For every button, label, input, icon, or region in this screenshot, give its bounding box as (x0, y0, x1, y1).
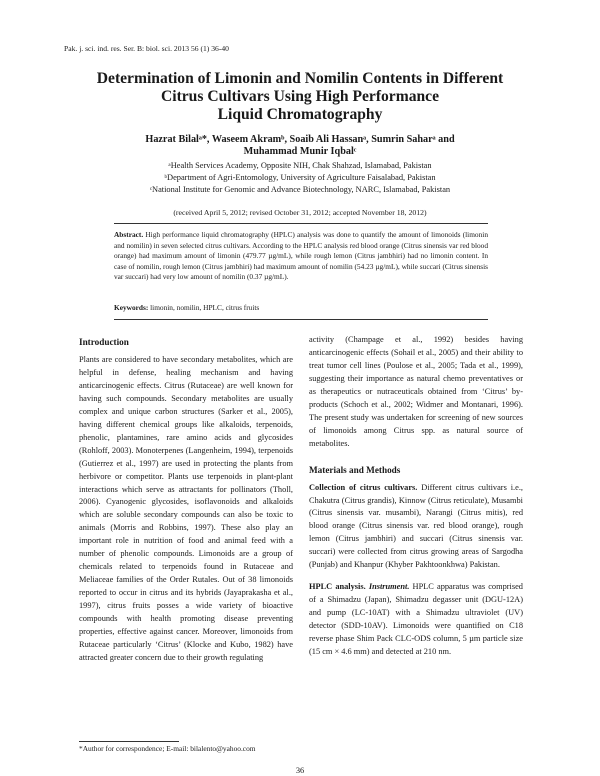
methods-paragraph-2 (309, 581, 523, 659)
correspondence-footnote: *Author for correspondence; E-mail: bilalento@yahoo.com (79, 744, 256, 753)
abstract-top-rule (114, 223, 488, 224)
abstract-bottom-rule (114, 319, 488, 320)
authors-line-2: Muhammad Munir Iqbalᶜ (243, 146, 357, 158)
authors-line-1: Hazrat Bilalᵃ*, Waseem Akramᵇ, Soaib Ali Hassanᵃ, Sumrin Saharᵃ and (145, 134, 455, 145)
abstract (114, 230, 488, 283)
collection-label: Collection of citrus cultivars. (309, 482, 418, 492)
abstract-text: High performance liquid chromatography (HPLC) analysis was done to quantify the amount of limonoids (limonin and nomilin) in seven selected citrus cultivars. According to the HPLC analysis red blood orange (Citrus sinensis var red blood orange) had maximum amount of limonin (479.77 µg/mL), while rough lemon (Citrus jambhiri) had no limonin content. In case of nomilin, rough lemon (Citrus jambhiri) had maximum amount of nomilin (54.23 µg/mL), while succari (Citrus sinensis var succari) had very low amount of nomilin (0.37 µg/mL). (114, 230, 488, 282)
affiliation-b: ᵇDepartment of Agri-Entomology, University of Agriculture Faisalabad, Pakistan (164, 173, 436, 182)
affiliations (60, 160, 540, 196)
instrument-label: Instrument. (368, 582, 410, 592)
keywords (114, 303, 488, 312)
title-line-3: Liquid Chromatography (217, 106, 383, 123)
methods-paragraph-1 (309, 482, 523, 573)
methods-heading: Materials and Methods (309, 464, 401, 475)
title-line-1: Determination of Limonin and Nomilin Contents in Different (96, 70, 504, 87)
introduction-paragraph-2: activity (Champage et al., 1992) besides having anticarcinogenic effects (Sohail et al., 2005) and their ability to treat tumor cell lines (Poulose et al., 2005; Tada et al., 1999), suggesting their importance as natural chemo preventatives or as therapeutics or nutraceuticals obtained from ‘Citrus’ by-products (Schoch et al., 2002; Widmer and Montanari, 1996). The present study was undertaken for screening of new sources of limonoids among Citrus spp. as natural source of metabolites. (309, 335, 523, 448)
collection-text: Different citrus cultivars i.e., Chakutra (Citrus grandis), Kinnow (Citrus reticulate), Musambi (Citrus sinensis var. musambi), Narangi (Citrus mitis), red blood orange (Citrus sinensis var. red blood orange), rough lemon (Citrus jambhiri) and succari (Citrus sinensis var. succari) were collected from citrus growing areas of Sargodha (Punjab) and Khanpur (Khyber Pakhtoonkhwa) Pakistan. (309, 482, 524, 570)
abstract-label: Abstract. (114, 230, 144, 239)
left-column (79, 336, 293, 665)
right-column (309, 334, 523, 659)
title-line-2: Citrus Cultivars Using High Performance (160, 88, 440, 105)
affiliation-c: ᶜNational Institute for Genomic and Advance Biotechnology, NARC, Islamabad, Pakistan (149, 185, 451, 194)
received-dates: (received April 5, 2012; revised October 31, 2012; accepted November 18, 2012) (173, 208, 427, 217)
hplc-text: HPLC apparatus was comprised of a Shimadzu (Japan), Shimadzu degasser unit (DGU-12A) and pump (LC-10AT) with a Shimadzu ultraviolet (UV) detector (SDD-10AV). Limonoids were quantified on C18 reverse phase Shim Pack CLC-ODS column, 5 µm particle size (15 cm × 4.6 mm) and detected at 210 nm. (309, 582, 523, 657)
journal-reference: Pak. j. sci. ind. res. Ser. B: biol. sci. 2013 56 (1) 36-40 (64, 44, 229, 53)
keywords-label: Keywords: (114, 303, 149, 312)
hplc-label: HPLC analysis. (309, 582, 366, 592)
introduction-heading: Introduction (79, 337, 129, 347)
keywords-text: limonin, nomilin, HPLC, citrus fruits (150, 303, 260, 312)
affiliation-a: ᵃHealth Services Academy, Opposite NIH, Chak Shahzad, Islamabad, Pakistan (168, 161, 432, 170)
page-number: 36 (295, 766, 305, 775)
paper-title (60, 70, 540, 124)
author-list (60, 134, 540, 159)
introduction-paragraph-1: Plants are considered to have secondary metabolites, which are helpful in defense, healing mechanism and having anticarcinogenic effects. Citrus (Rutaceae) are well known for having such compounds. Secondary metabolites are usually complex and unique carbon structures (Sarker et al., 2005), having different chemical groups like alkaloids, terpenoids, phenolic, plantamines, rare amino acids and glycosides (Rohloff, 2003). Monoterpenes (Langenheim, 1994), terpenoids (Gutierrez et al., 1997) are used in protecting the plants from herbivore or competitor. Plants use terpenoids in plant-plant interactions which serve as attractants for pollinators (Tholl, 2006). Cyanogenic glycosides, isoflavonoids and alkaloids which are soluble secondary compounds can also be toxic to animals (Morris and Robbins, 1997). These also play an important role in nutrition of food and animal feed with a number of phenolic compounds. Limonoids are a group of chemicals related to terpenoids found in Rutaceae and Meliaceae families of the Order Rutales. Out of 38 limonoids reported to occur in citrus and its hybrids (Jayaprakasha et al., 1997), citrus fruits posses a wide variety of bioactive compounds with health promoting disease preventing properties, effective against cancer. Moreover, limonoids from Rutaceae particularly ‘Citrus’ (Klocke and Kubo, 1982) have attracted greater concern due to their growth regulating (79, 355, 293, 662)
footnote-rule (79, 741, 179, 742)
